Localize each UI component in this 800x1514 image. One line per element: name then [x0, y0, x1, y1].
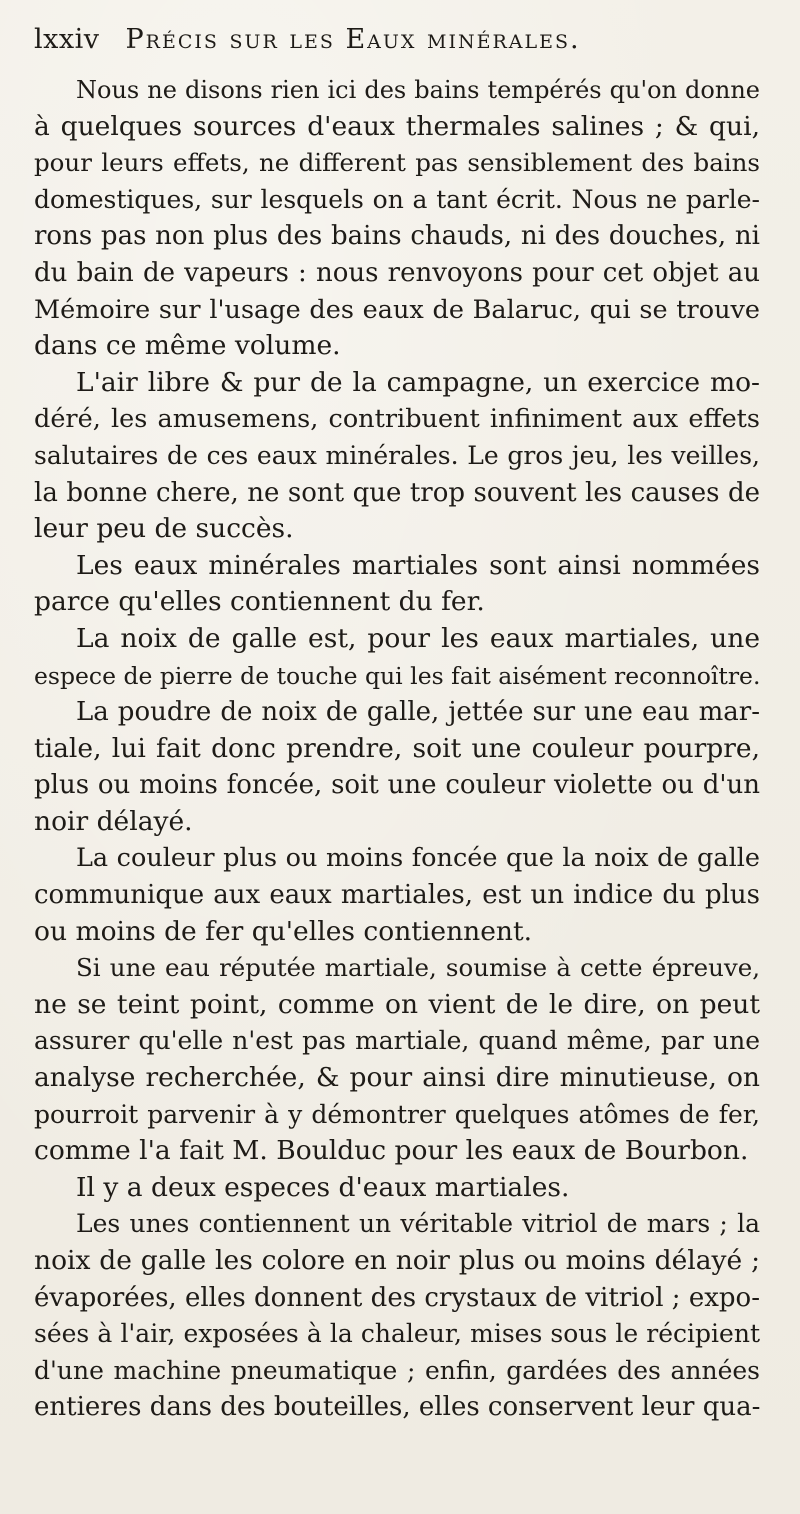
text-line: du bain de vapeurs : nous renvoyons pour cet objet au	[34, 257, 760, 288]
page-number: lxxiv	[34, 24, 100, 55]
text-line: Les unes contiennent un véritable vitriol de mars ; la	[76, 1209, 760, 1239]
text-line: entieres dans des bouteilles, elles conservent leur qua-	[34, 1392, 760, 1423]
text-line: d'une machine pneumatique ; enfin, gardées des années	[34, 1355, 760, 1385]
text-line: tiale, lui fait donc prendre, soit une couleur pourpre,	[34, 732, 760, 764]
text-line: L'air libre & pur de la campagne, un exercice mo-	[76, 366, 760, 398]
running-title: Précis sur les Eaux minérales.	[125, 24, 581, 55]
text-line: ne se teint point, comme on vient de le dire, on peut	[34, 988, 760, 1020]
text-line: ou moins de fer qu'elles contiennent.	[34, 915, 533, 947]
text-line: Si une eau réputée martiale, soumise à cette épreuve,	[76, 953, 760, 983]
text-line: sées à l'air, exposées à la chaleur, mises sous le récipient	[34, 1319, 760, 1349]
text-line: La poudre de noix de galle, jettée sur une eau mar-	[76, 697, 760, 728]
text-line: comme l'a fait M. Boulduc pour les eaux de Bourbon.	[34, 1135, 749, 1167]
text-line: plus ou moins foncée, soit une couleur violette ou d'un	[34, 770, 760, 801]
text-line: La couleur plus ou moins foncée que la noix de galle	[76, 843, 760, 874]
text-line: La noix de galle est, pour les eaux martiales, une	[76, 622, 760, 654]
text-line: espece de pierre de touche qui les fait aisément reconnoître.	[34, 661, 760, 690]
text-line: noix de galle les colore en noir plus ou moins délayé ;	[34, 1245, 760, 1276]
body-text	[34, 72, 760, 1426]
text-line: salutaires de ces eaux minérales. Le gros jeu, les veilles,	[34, 440, 760, 470]
text-line: pour leurs effets, ne different pas sensiblement des bains	[34, 148, 760, 178]
text-line: Nous ne disons rien ici des bains tempérés qu'on donne	[76, 76, 760, 104]
text-line: parce qu'elles contiennent du fer.	[34, 586, 485, 618]
text-line: à quelques sources d'eaux thermales salines ; & qui,	[34, 110, 760, 142]
text-line: rons pas non plus des bains chauds, ni des douches, ni	[34, 221, 760, 252]
text-line: Il y a deux especes d'eaux martiales.	[76, 1171, 570, 1203]
text-line: la bonne chere, ne sont que trop souvent les causes de	[34, 477, 760, 508]
text-line: communique aux eaux martiales, est un indice du plus	[34, 880, 760, 911]
text-line: déré, les amusemens, contribuent infiniment aux effets	[34, 404, 760, 435]
text-line: Mémoire sur l'usage des eaux de Balaruc, qui se trouve	[34, 294, 760, 325]
text-line: Les eaux minérales martiales sont ainsi nommées	[76, 549, 760, 581]
text-line: pourroit parvenir à y démontrer quelques atômes de fer,	[34, 1099, 760, 1129]
text-line: assurer qu'elle n'est pas martiale, quand même, par une	[34, 1026, 760, 1056]
text-line: domestiques, sur lesquels on a tant écrit. Nous ne parle-	[34, 184, 760, 214]
running-head	[34, 24, 760, 68]
text-line: leur peu de succès.	[34, 513, 294, 545]
text-line: évaporées, elles donnent des crystaux de vitriol ; expo-	[34, 1282, 760, 1313]
text-line: analyse recherchée, & pour ainsi dire minutieuse, on	[34, 1062, 760, 1094]
text-line: noir délayé.	[34, 805, 193, 837]
text-line: dans ce même volume.	[34, 330, 341, 362]
